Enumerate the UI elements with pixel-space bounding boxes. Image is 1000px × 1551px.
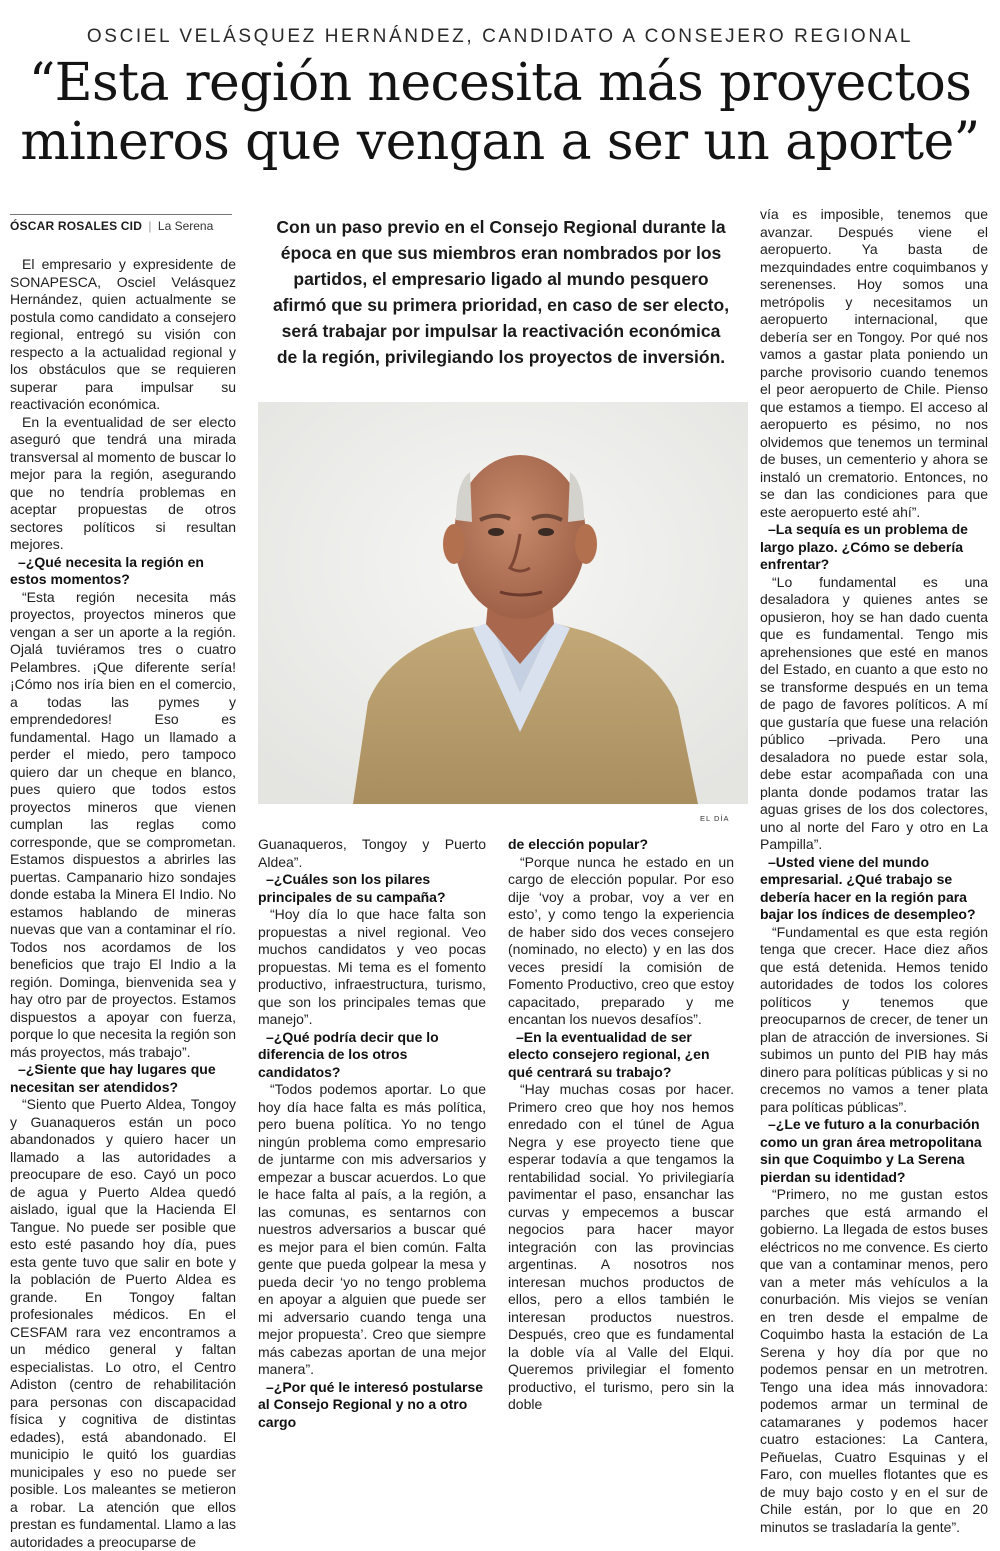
article-column-4: [760, 206, 988, 1535]
interview-question: –Usted viene del mundo empresarial. ¿Qué trabajo se debería hacer en la región para bajar los índices de desempleo?: [760, 853, 976, 922]
paragraph: “Esta región necesita más proyectos, proyectos mineros que vengan a ser un aporte a la región. Ojalá tuviéramos tres o cuatro Pelambres. ¡Que diferente sería! ¡Cómo nos iría bien en el comercio, a todas las pymes y emprendedores! Eso es fundamental. Hago un llamado a perder el miedo, pero tampoco quiero dar un cheque en blanco, pues quiero que todos estos proyectos mineros que vienen cumplan las reglas como corresponde, que se comprometan. Estamos dispuestos a abrirles las puertas. Campanario hizo sondajes donde estaba la Minera El Indio. No estamos hablando de mineras nuevas que van a contaminar el río. Todos nos acordamos de los beneficios que trajo El Indio a la región. Dominga, bienvenida sea y hay otro par de proyectos. Estamos dispuestos a apoyar con fuerza, porque lo que necesita la región son más proyectos, más trabajo”.: [10, 588, 236, 1060]
byline-author: ÓSCAR ROSALES CID: [10, 219, 143, 233]
interview-question: –¿Cuáles son los pilares principales de su campaña?: [258, 871, 446, 905]
paragraph: “Fundamental es que esta región tenga que crecer. Hace diez años que está detenida. Hemos tenido autoridades de todos los colores políticos y tenemos que preocuparnos de crecer, de tener un plan de atracción de inversiones. Si subimos un punto del PIB hay más dinero para políticas públicas y si no crecemos no vamos a tener plata para políticas públicas”.: [760, 923, 988, 1115]
paragraph: “Hoy día lo que hace falta son propuestas a nivel regional. Veo muchos candidatos y veo pocas propuestas. Mi tema es el fomento productivo, infraestructura, turismo, que son los principales temas que manejo”.: [258, 906, 486, 1027]
interview-question: de elección popular?: [508, 836, 649, 852]
paragraph: “Hay muchas cosas por hacer. Primero creo que hoy nos hemos enredado con el túnel de Agua Negra y ese proyecto tiene que esperar todavía a que tengamos la rentabilidad social. Yo privilegiaría pavimentar el paso, ensanchar las curvas y empecemos a buscar negocios para hacer mayor integración con las provincias argentinas. A nosotros nos interesan muchos productos de ellos, pero a ellos también le interesan productos nuestros. Después, creo que es fundamental la doble vía al Valle del Elqui. Queremos privilegiar el fomento productivo, el turismo, pero sin la doble: [508, 1081, 734, 1412]
interview-question: –¿Siente que hay lugares que necesitan ser atendidos?: [10, 1061, 216, 1095]
paragraph: “Primero, no me gustan estos parches que está armando el gobierno. La llegada de estos buses eléctricos no me convence. Es cierto que van a contaminar menos, pero van a meter más vehículos a la conurbación. Mis viejos se venían en tren desde el empalme de Coquimbo hasta la estación de La Serena y hoy día por que no podemos pensar en un metrotren. Tengo una idea más innovadora: podemos armar un terminal de catamaranes y podemos hacer cuatro estaciones: La Cantera, Peñuelas, Cuatro Esquinas y el Faro, con muelles flotantes que es de muy bajo costo y en el sur de Chile están, por lo que en 20 minutos se trasladaría la gente”.: [760, 1186, 988, 1535]
headline-line-2: mineros que vengan a ser un aporte”: [20, 112, 980, 172]
paragraph: El empresario y expresidente de SONAPESCA, Osciel Velásquez Hernández, quien actualmente se postula como candidato a consejero regional, entregó su visión con respecto a la actualidad regional y los obstáculos que se requieren superar para impulsar su reactivación económica.: [10, 256, 236, 412]
headline-line-1: “Esta región necesita más proyectos: [28, 53, 972, 113]
article-column-1: [10, 256, 236, 1550]
paragraph: vía es imposible, tenemos que avanzar. Después viene el aeropuerto. Ya basta de mezquindades entre coquimbanos y serenenses. Hoy somos una metrópolis y necesitamos un aeropuerto internacional, que debería ser en Tongoy. Por qué nos vamos a gastar plata poniendo un parche provisorio cuando tenemos el peor aeropuerto de Chile. Pienso que estamos a tiempo. El acceso al aeropuerto es pésimo, no nos olvidemos que tenemos un terminal de buses, un cementerio y ahora se instaló un crematorio. Entonces, no se dan las condiciones para que este aeropuerto esté ahí”.: [760, 206, 988, 520]
kicker: OSCIEL VELÁSQUEZ HERNÁNDEZ, CANDIDATO A CONSEJERO REGIONAL: [86, 26, 914, 47]
portrait-illustration: [258, 402, 748, 804]
lead-paragraph: Con un paso previo en el Consejo Regional durante la época en que sus miembros eran nombrados por los partidos, el empresario ligado al mundo pesquero afirmó que su primera prioridad, en caso de ser electo, será trabajar por impulsar la reactivación económica de la región, privilegiando los proyectos de inversión.: [272, 217, 730, 367]
paragraph: “Todos podemos aportar. Lo que hoy día hace falta es más política, pero buena política. Yo no tengo ningún problema como empresario de juntarme con mis adversarios y empezar a buscar acuerdos. Lo que le hace falta al país, a la región, a las comunas, es sentarnos con nuestros adversarios a buscar qué es mejor para el bien común. Falta gente que pueda golpear la mesa y pueda decir ‘yo no tengo problema en apoyar a alguien que puede ser mi adversario cuando tenga una mejor propuesta’. Creo que siempre más cabezas aportan de una mejor manera”.: [258, 1081, 486, 1377]
article-column-2: [258, 836, 486, 1430]
paragraph: En la eventualidad de ser electo aseguró que tendrá una mirada transversal al momento de buscar lo mejor para la región, asegurando que no tendría problemas en aceptar propuestas de otros sectores políticos si resultan mejores.: [10, 413, 236, 552]
interview-question: –¿Por qué le interesó postularse al Consejo Regional y no a otro cargo: [258, 1378, 484, 1430]
interview-question: –¿Le ve futuro a la conurbación como un gran área metropolitana sin que Coquimbo y La Serena pierdan su identidad?: [760, 1116, 982, 1185]
portrait-photo: [258, 402, 748, 804]
paragraph: “Lo fundamental es una desaladora y quienes antes se opusieron, hoy se han dado cuenta que es fundamental. Tengo mis aprehensiones que esté en manos del Estado, en cuanto a que esto no se transforme después en un tema de pago de favores políticos. A mí que gustaría que fuese una relación público –privada. Pero una desaladora no puede estar sola, debe estar acompañada con una planta donde podamos tratar las aguas grises de los dos colectores, uno al norte del Faro y otro en La Pampilla”.: [760, 573, 988, 852]
byline-place: La Serena: [157, 219, 214, 233]
paragraph: “Siento que Puerto Aldea, Tongoy y Guanaqueros están un poco abandonados y quiero hacer un llamado a las autoridades a preocupare de eso. Cayó un poco de agua y Puerto Aldea quedó aislado, igual que la Hacienda El Tangue. No puede ser posible que esto esté pasando hoy día, pues esta gente tuvo que salir en bote y la población de Puerto Aldea es grande. En Tongoy faltan profesionales médicos. En el CESFAM rara vez encontramos a un médico general y faltan especialistas. Lo otro, el Centro Adiston (centro de rehabilitación para personas con discapacidad física y cognitiva de distintas edades), está abandonado. El municipio le quitó los guardias municipales y eso no puede ser posible. Los maleantes se metieron a robar. La atención que ellos prestan es fundamental. Llamo a las autoridades a preocuparse de: [10, 1096, 236, 1550]
photo-credit: EL DÍA: [700, 814, 730, 823]
interview-question: –¿Qué necesita la región en estos momentos?: [10, 553, 204, 587]
byline: [10, 214, 232, 233]
byline-separator: |: [148, 219, 152, 233]
paragraph: Guanaqueros, Tongoy y Puerto Aldea”.: [258, 836, 486, 870]
paragraph: “Porque nunca he estado en un cargo de elección popular. Por eso dije ‘voy a probar, voy a ver en esto’, y como tengo la experiencia de haber sido dos veces consejero (nominado, no electo) y en las dos veces presidí la comisión de Fomento Productivo, creo que estoy capacitado, preparado y me encantan los nuevos desafíos”.: [508, 853, 734, 1027]
headline: [0, 54, 1000, 172]
interview-question: –La sequía es un problema de largo plazo. ¿Cómo se debería enfrentar?: [760, 521, 968, 572]
article-column-3: [508, 836, 734, 1412]
interview-question: –En la eventualidad de ser electo consejero regional, ¿en qué centrará su trabajo?: [508, 1028, 710, 1080]
interview-question: –¿Qué podría decir que lo diferencia de los otros candidatos?: [258, 1028, 439, 1080]
